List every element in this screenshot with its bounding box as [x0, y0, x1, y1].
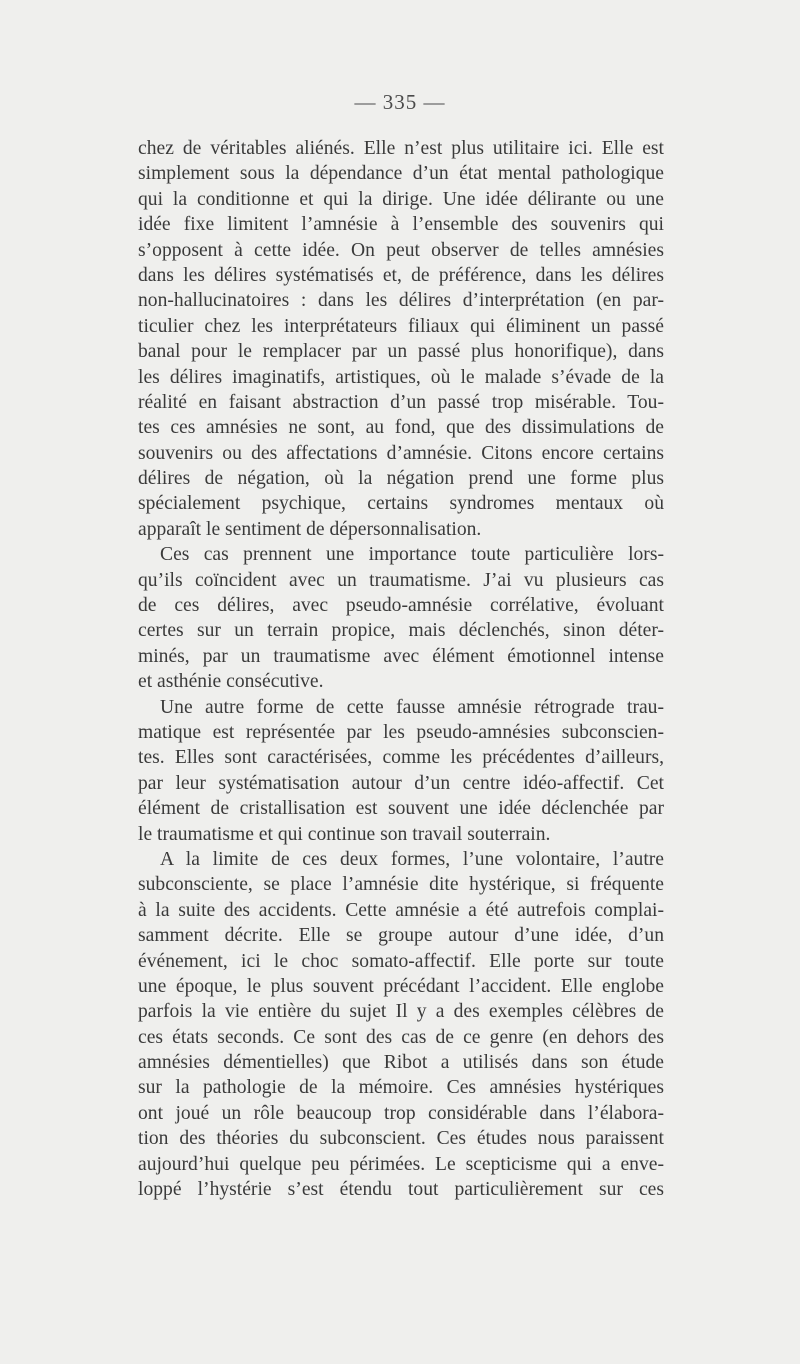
body-text: [138, 136, 664, 1202]
text-line: apparaît le sentiment de dépersonnalisation.: [138, 518, 482, 540]
text-line: non-hallucinatoires : dans les délires d’interprétation (en par-: [138, 290, 664, 312]
text-line: qui la conditionne et qui la dirige. Une idée délirante ou une: [138, 188, 664, 210]
text-line: chez de véritables aliénés. Elle n’est plus utilitaire ici. Elle est: [138, 138, 664, 159]
page-number: — 335 —: [354, 90, 446, 114]
text-line: matique est représentée par les pseudo-amnésies subconscien-: [138, 721, 664, 743]
text-line: ces états seconds. Ce sont des cas de ce genre (en dehors des: [138, 1026, 664, 1048]
text-line: A la limite de ces deux formes, l’une volontaire, l’autre: [160, 848, 664, 870]
text-line: de ces délires, avec pseudo-amnésie corrélative, évoluant: [138, 595, 664, 617]
text-line: Ces cas prennent une importance toute particulière lors-: [160, 544, 664, 566]
text-line: minés, par un traumatisme avec élément émotionnel intense: [138, 645, 664, 667]
text-line: réalité en faisant abstraction d’un passé trop misérable. Tou-: [138, 391, 664, 413]
text-line: spécialement psychique, certains syndromes mentaux où: [138, 493, 664, 515]
text-line: par leur systématisation autour d’un centre idéo-affectif. Cet: [138, 772, 664, 794]
text-line: une époque, le plus souvent précédant l’accident. Elle englobe: [138, 975, 664, 997]
text-line: certes sur un terrain propice, mais déclenchés, sinon déter-: [138, 620, 664, 642]
text-line: subconsciente, se place l’amnésie dite hystérique, si fréquente: [138, 874, 664, 896]
text-line: souvenirs ou des affectations d’amnésie. Citons encore certains: [138, 442, 664, 464]
text-line: simplement sous la dépendance d’un état mental pathologique: [138, 163, 664, 185]
text-line: tes ces amnésies ne sont, au fond, que des dissimulations de: [138, 417, 664, 439]
paragraph-2: [138, 542, 664, 694]
text-line: sur la pathologie de la mémoire. Ces amnésies hystériques: [138, 1077, 664, 1099]
text-line: idée fixe limitent l’amnésie à l’ensemble des souvenirs qui: [138, 214, 664, 236]
paragraph-1: [138, 136, 664, 542]
text-line: ticulier chez les interprétateurs filiaux qui éliminent un passé: [138, 315, 664, 337]
paragraph-4: [138, 847, 664, 1202]
text-line: le traumatisme et qui continue son travail souterrain.: [138, 823, 551, 845]
text-line: les délires imaginatifs, artistiques, où le malade s’évade de la: [138, 366, 664, 388]
text-line: s’opposent à cette idée. On peut observer de telles amnésies: [138, 239, 664, 261]
text-line: loppé l’hystérie s’est étendu tout particulièrement sur ces: [138, 1179, 664, 1201]
text-line: banal pour le remplacer par un passé plus honorifique), dans: [138, 341, 664, 363]
text-line: Une autre forme de cette fausse amnésie rétrograde trau-: [160, 696, 664, 718]
text-line: tion des théories du subconscient. Ces études nous paraissent: [138, 1128, 664, 1150]
text-line: à la suite des accidents. Cette amnésie a été autrefois complai-: [138, 899, 664, 921]
text-line: délires de négation, où la négation prend une forme plus: [138, 468, 664, 490]
text-line: aujourd’hui quelque peu périmées. Le scepticisme qui a enve-: [138, 1153, 664, 1175]
text-line: élément de cristallisation est souvent une idée déclenchée par: [138, 798, 664, 820]
paragraph-3: [138, 695, 664, 847]
text-line: amnésies démentielles) que Ribot a utilisés dans son étude: [138, 1052, 664, 1074]
text-line: qu’ils coïncident avec un traumatisme. J’ai vu plusieurs cas: [138, 569, 664, 591]
text-line: événement, ici le choc somato-affectif. Elle porte sur toute: [138, 950, 664, 972]
text-line: et asthénie consécutive.: [138, 671, 324, 693]
text-line: dans les délires systématisés et, de préférence, dans les délires: [138, 264, 664, 286]
text-line: samment décrite. Elle se groupe autour d’une idée, d’un: [138, 925, 664, 947]
text-line: ont joué un rôle beaucoup trop considérable dans l’élabora-: [138, 1102, 664, 1124]
text-line: parfois la vie entière du sujet Il y a des exemples célèbres de: [138, 1001, 664, 1023]
text-line: tes. Elles sont caractérisées, comme les précédentes d’ailleurs,: [138, 747, 664, 769]
